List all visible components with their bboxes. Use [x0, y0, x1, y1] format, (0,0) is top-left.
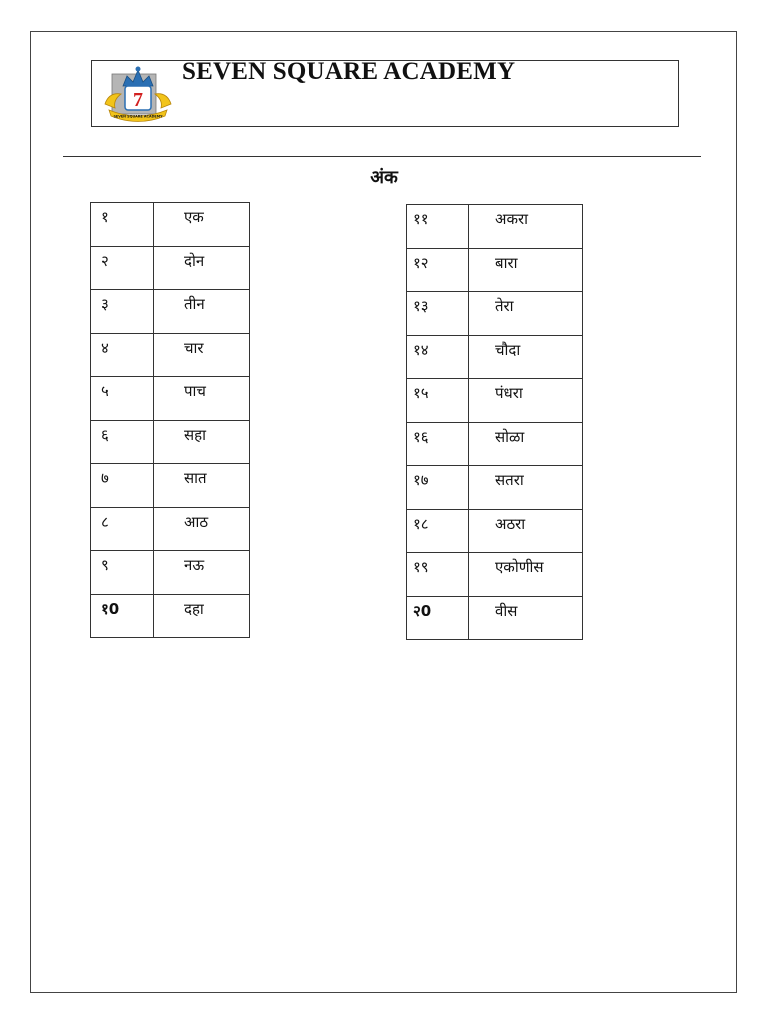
- word-cell: तेरा: [469, 292, 583, 336]
- table-row: [407, 509, 583, 553]
- logo-ribbon-text: SEVEN SQUARE ACADEMY: [113, 114, 163, 119]
- table-row: [407, 292, 583, 336]
- number-cell: १७: [407, 466, 469, 510]
- numbers-table-right: [406, 204, 583, 640]
- table-row: [91, 464, 250, 508]
- number-cell: ४: [91, 333, 154, 377]
- horizontal-rule: [63, 156, 701, 157]
- table-row: [91, 377, 250, 421]
- number-cell: २: [91, 246, 154, 290]
- word-cell: सात: [154, 464, 250, 508]
- number-cell: १३: [407, 292, 469, 336]
- number-cell: १४: [407, 335, 469, 379]
- logo-numeral: 7: [133, 89, 143, 111]
- word-cell: अठरा: [469, 509, 583, 553]
- number-cell: १: [91, 203, 154, 247]
- word-cell: सहा: [154, 420, 250, 464]
- table-row: [407, 379, 583, 423]
- word-cell: एक: [154, 203, 250, 247]
- number-cell: १६: [407, 422, 469, 466]
- table-row: [407, 596, 583, 640]
- number-cell: ८: [91, 507, 154, 551]
- word-cell: आठ: [154, 507, 250, 551]
- number-cell: १५: [407, 379, 469, 423]
- number-cell: १0: [91, 594, 154, 638]
- word-cell: चार: [154, 333, 250, 377]
- word-cell: पंधरा: [469, 379, 583, 423]
- table-row: [407, 248, 583, 292]
- table-row: [91, 246, 250, 290]
- table-row: [91, 551, 250, 595]
- word-cell: दहा: [154, 594, 250, 638]
- table-row: [91, 507, 250, 551]
- number-cell: ९: [91, 551, 154, 595]
- word-cell: अकरा: [469, 205, 583, 249]
- number-cell: २0: [407, 596, 469, 640]
- word-cell: सोळा: [469, 422, 583, 466]
- number-cell: ७: [91, 464, 154, 508]
- number-cell: ५: [91, 377, 154, 421]
- table-row: [407, 553, 583, 597]
- logo-crown-tip: [136, 67, 141, 72]
- logo-crown: [123, 70, 153, 86]
- logo-right-wing: [155, 94, 171, 108]
- number-cell: १८: [407, 509, 469, 553]
- word-cell: बारा: [469, 248, 583, 292]
- table-row: [91, 203, 250, 247]
- table-row: [91, 290, 250, 334]
- academy-title: SEVEN SQUARE ACADEMY: [182, 58, 516, 85]
- word-cell: तीन: [154, 290, 250, 334]
- number-cell: ६: [91, 420, 154, 464]
- word-cell: वीस: [469, 596, 583, 640]
- table-row: [407, 466, 583, 510]
- word-cell: एकोणीस: [469, 553, 583, 597]
- table-row: [91, 420, 250, 464]
- table-row: [407, 335, 583, 379]
- number-cell: ३: [91, 290, 154, 334]
- academy-logo: [103, 64, 173, 124]
- number-cell: ११: [407, 205, 469, 249]
- table-row: [407, 422, 583, 466]
- word-cell: चौदा: [469, 335, 583, 379]
- section-title: अंक: [370, 167, 398, 188]
- word-cell: पाच: [154, 377, 250, 421]
- number-cell: १२: [407, 248, 469, 292]
- number-cell: १९: [407, 553, 469, 597]
- word-cell: दोन: [154, 246, 250, 290]
- table-row: [407, 205, 583, 249]
- word-cell: नऊ: [154, 551, 250, 595]
- numbers-table-left: [90, 202, 250, 638]
- table-row: [91, 333, 250, 377]
- table-row: [91, 594, 250, 638]
- word-cell: सतरा: [469, 466, 583, 510]
